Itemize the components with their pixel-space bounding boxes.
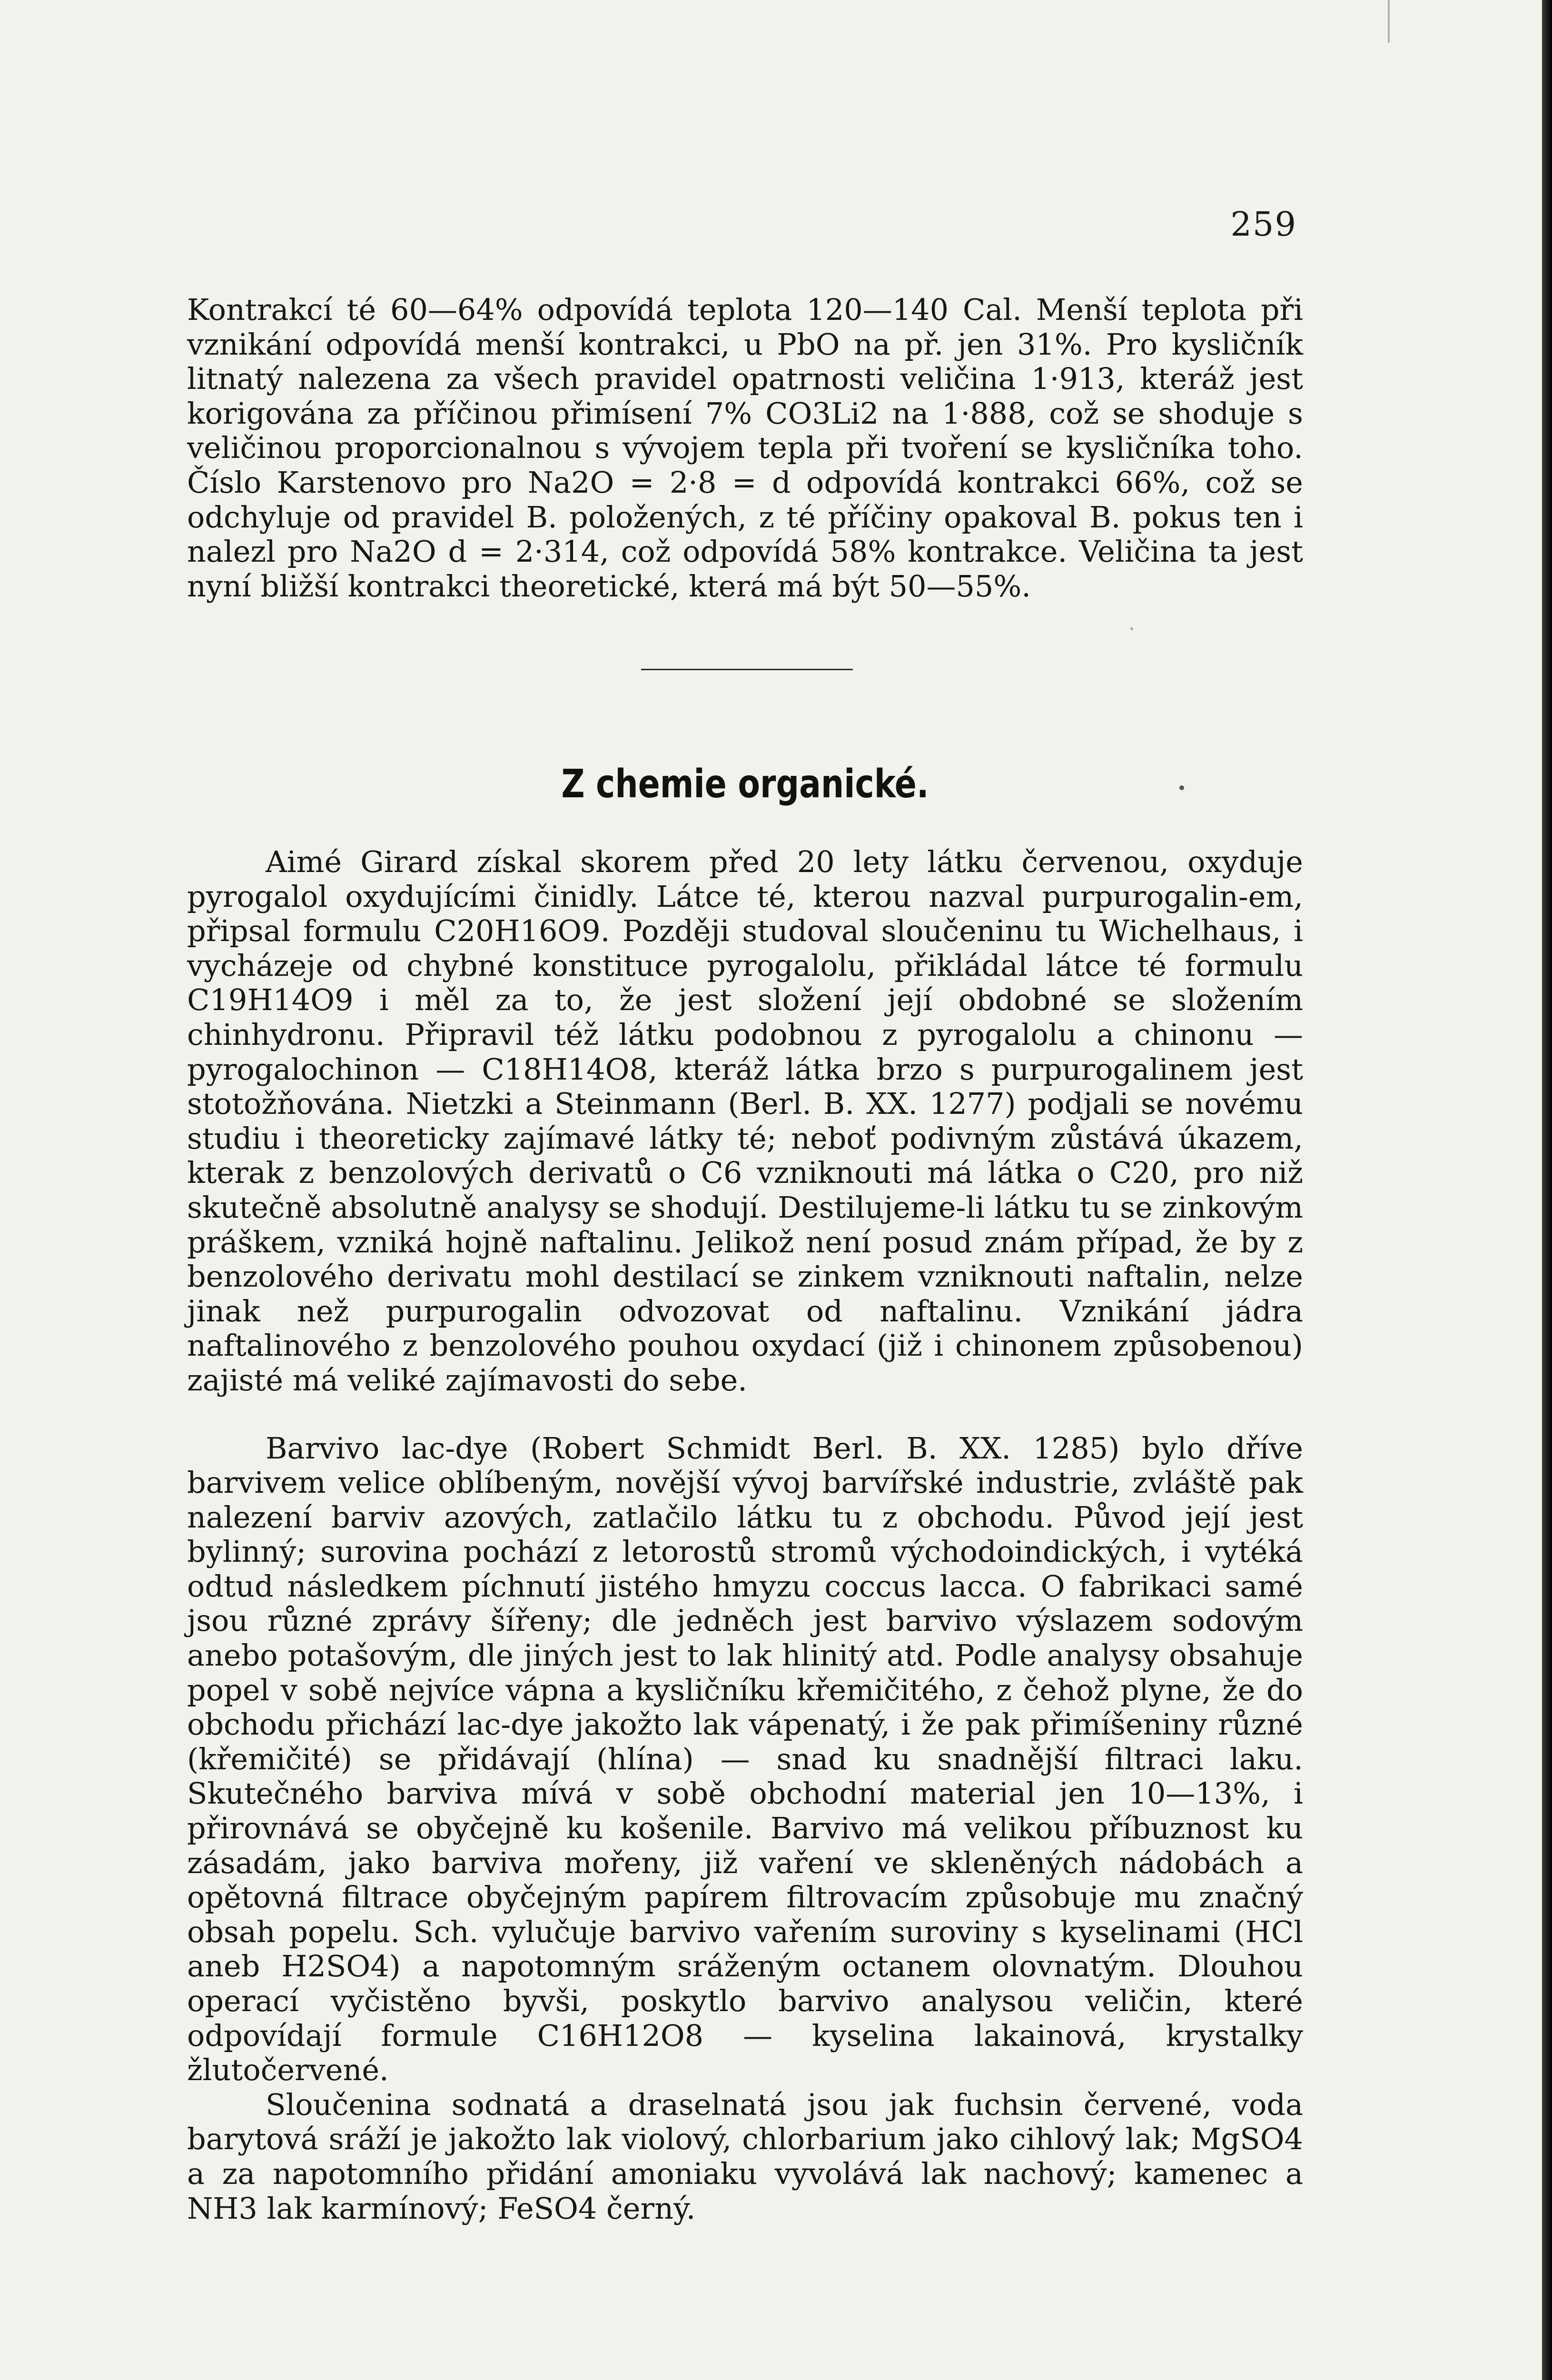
scan-speck bbox=[1130, 627, 1133, 630]
scan-corner-mark bbox=[1388, 0, 1485, 43]
scan-speck bbox=[1179, 785, 1184, 790]
intro-text bbox=[187, 293, 1303, 604]
section-divider bbox=[641, 669, 853, 670]
section-heading: Z chemie organické. bbox=[561, 762, 929, 807]
page-number: 259 bbox=[1230, 205, 1297, 244]
paragraph-girard: Aimé Girard získal skorem před 20 lety látku červenou, oxyduje pyrogalol oxydujícími činidly. Látce té, kterou nazval purpurogalin-em, připsal formulu C20H16O9. Později studoval sloučeninu tu Wichelhaus, i vycházeje od chybné konstituce pyrogalolu, přikládal látce té formulu C19H14O9 i měl za to, že jest složení její obdobné se složením chinhydronu. Připravil též látku podobnou z pyrogalolu a chinonu — pyrogalochinon — C18H14O8, kteráž látka brzo s purpurogalinem jest stotožňována. Nietzki a Steinmann (Berl. B. XX. 1277) podjali se novému studiu i theoreticky zajímavé látky té; neboť podivným zůstává úkazem, kterak z benzolových derivatů o C6 vzniknouti má látka o C20, pro niž skutečně absolutně analysy se shodují. Destilujeme-li látku tu se zinkovým práškem, vzniká hojně naftalinu. Jelikož není posud znám případ, že by z benzolového derivatu mohl destilací se zinkem vzniknouti naftalin, nelze jinak než purpurogalin odvozovat od naftalinu. Vznikání jádra naftalinového z benzolového pouhou oxydací (již i chinonem způsobenou) zajisté má veliké zajímavosti do sebe. bbox=[187, 844, 1303, 1398]
intro-paragraph: Kontrakcí té 60—64% odpovídá teplota 120—140 Cal. Menší teplota při vznikání odpovídá menší kontrakci, u PbO na př. jen 31%. Pro kysličník litnatý nalezena za všech pravidel opatrnosti veličina 1·913, kteráž jest korigována za příčinou přimísení 7% CO3Li2 na 1·888, což se shoduje s veličinou proporcionalnou s vývojem tepla při tvoření se kysličníka toho. Číslo Karstenovo pro Na2O = 2·8 = d odpovídá kontrakci 66%, což se odchyluje od pravidel B. položených, z té příčiny opakoval B. pokus ten i nalezl pro Na2O d = 2·314, což odpovídá 58% kontrakce. Veličina ta jest nyní bližší kontrakci theoretické, která má být 50—55%. bbox=[187, 292, 1303, 604]
section-body bbox=[187, 845, 1303, 2226]
paragraph-salts: Sloučenina sodnatá a draselnatá jsou jak fuchsin červené, voda barytová sráží je jakožto lak violový, chlorbarium jako cihlový lak; MgSO4 a za napotomního přidání amoniaku vyvolává lak nachový; kamenec a NH3 lak karmínový; FeSO4 černý. bbox=[187, 2087, 1303, 2226]
scan-edge bbox=[1542, 0, 1552, 2380]
paragraph-lac-dye: Barvivo lac-dye (Robert Schmidt Berl. B. XX. 1285) bylo dříve barvivem velice oblíbeným, novější vývoj barvířské industrie, zvláště pak nalezení barviv azových, zatlačilo látku tu z obchodu. Původ její jest bylinný; surovina pochází z letorostů stromů východoindických, i vytéká odtud následkem píchnutí jistého hmyzu coccus lacca. O fabrikaci samé jsou různé zprávy šířeny; dle jedněch jest barvivo výslazem sodovým anebo potašovým, dle jiných jest to lak hlinitý atd. Podle analysy obsahuje popel v sobě nejvíce vápna a kysličníku křemičitého, z čehož plyne, že do obchodu přichází lac-dye jakožto lak vápenatý, i že pak přimíšeniny různé (křemičité) se přidávají (hlína) — snad ku snadnější filtraci laku. Skutečného barviva mívá v sobě obchodní material jen 10—13%, i přirovnává se obyčejně ku košenile. Barvivo má velikou příbuznost ku zásadám, jako barviva mořeny, již vaření ve skleněných nádobách a opětovná filtrace obyčejným papírem filtrovacím způsobuje mu značný obsah popelu. Sch. vylučuje barvivo vařením suroviny s kyselinami (HCl aneb H2SO4) a napotomným sráženým octanem olovnatým. Dlouhou operací vyčistěno byvši, poskytlo barvivo analysou veličin, které odpovídají formule C16H12O8 — kyselina lakainová, krystalky žlutočervené. bbox=[187, 1430, 1303, 2088]
